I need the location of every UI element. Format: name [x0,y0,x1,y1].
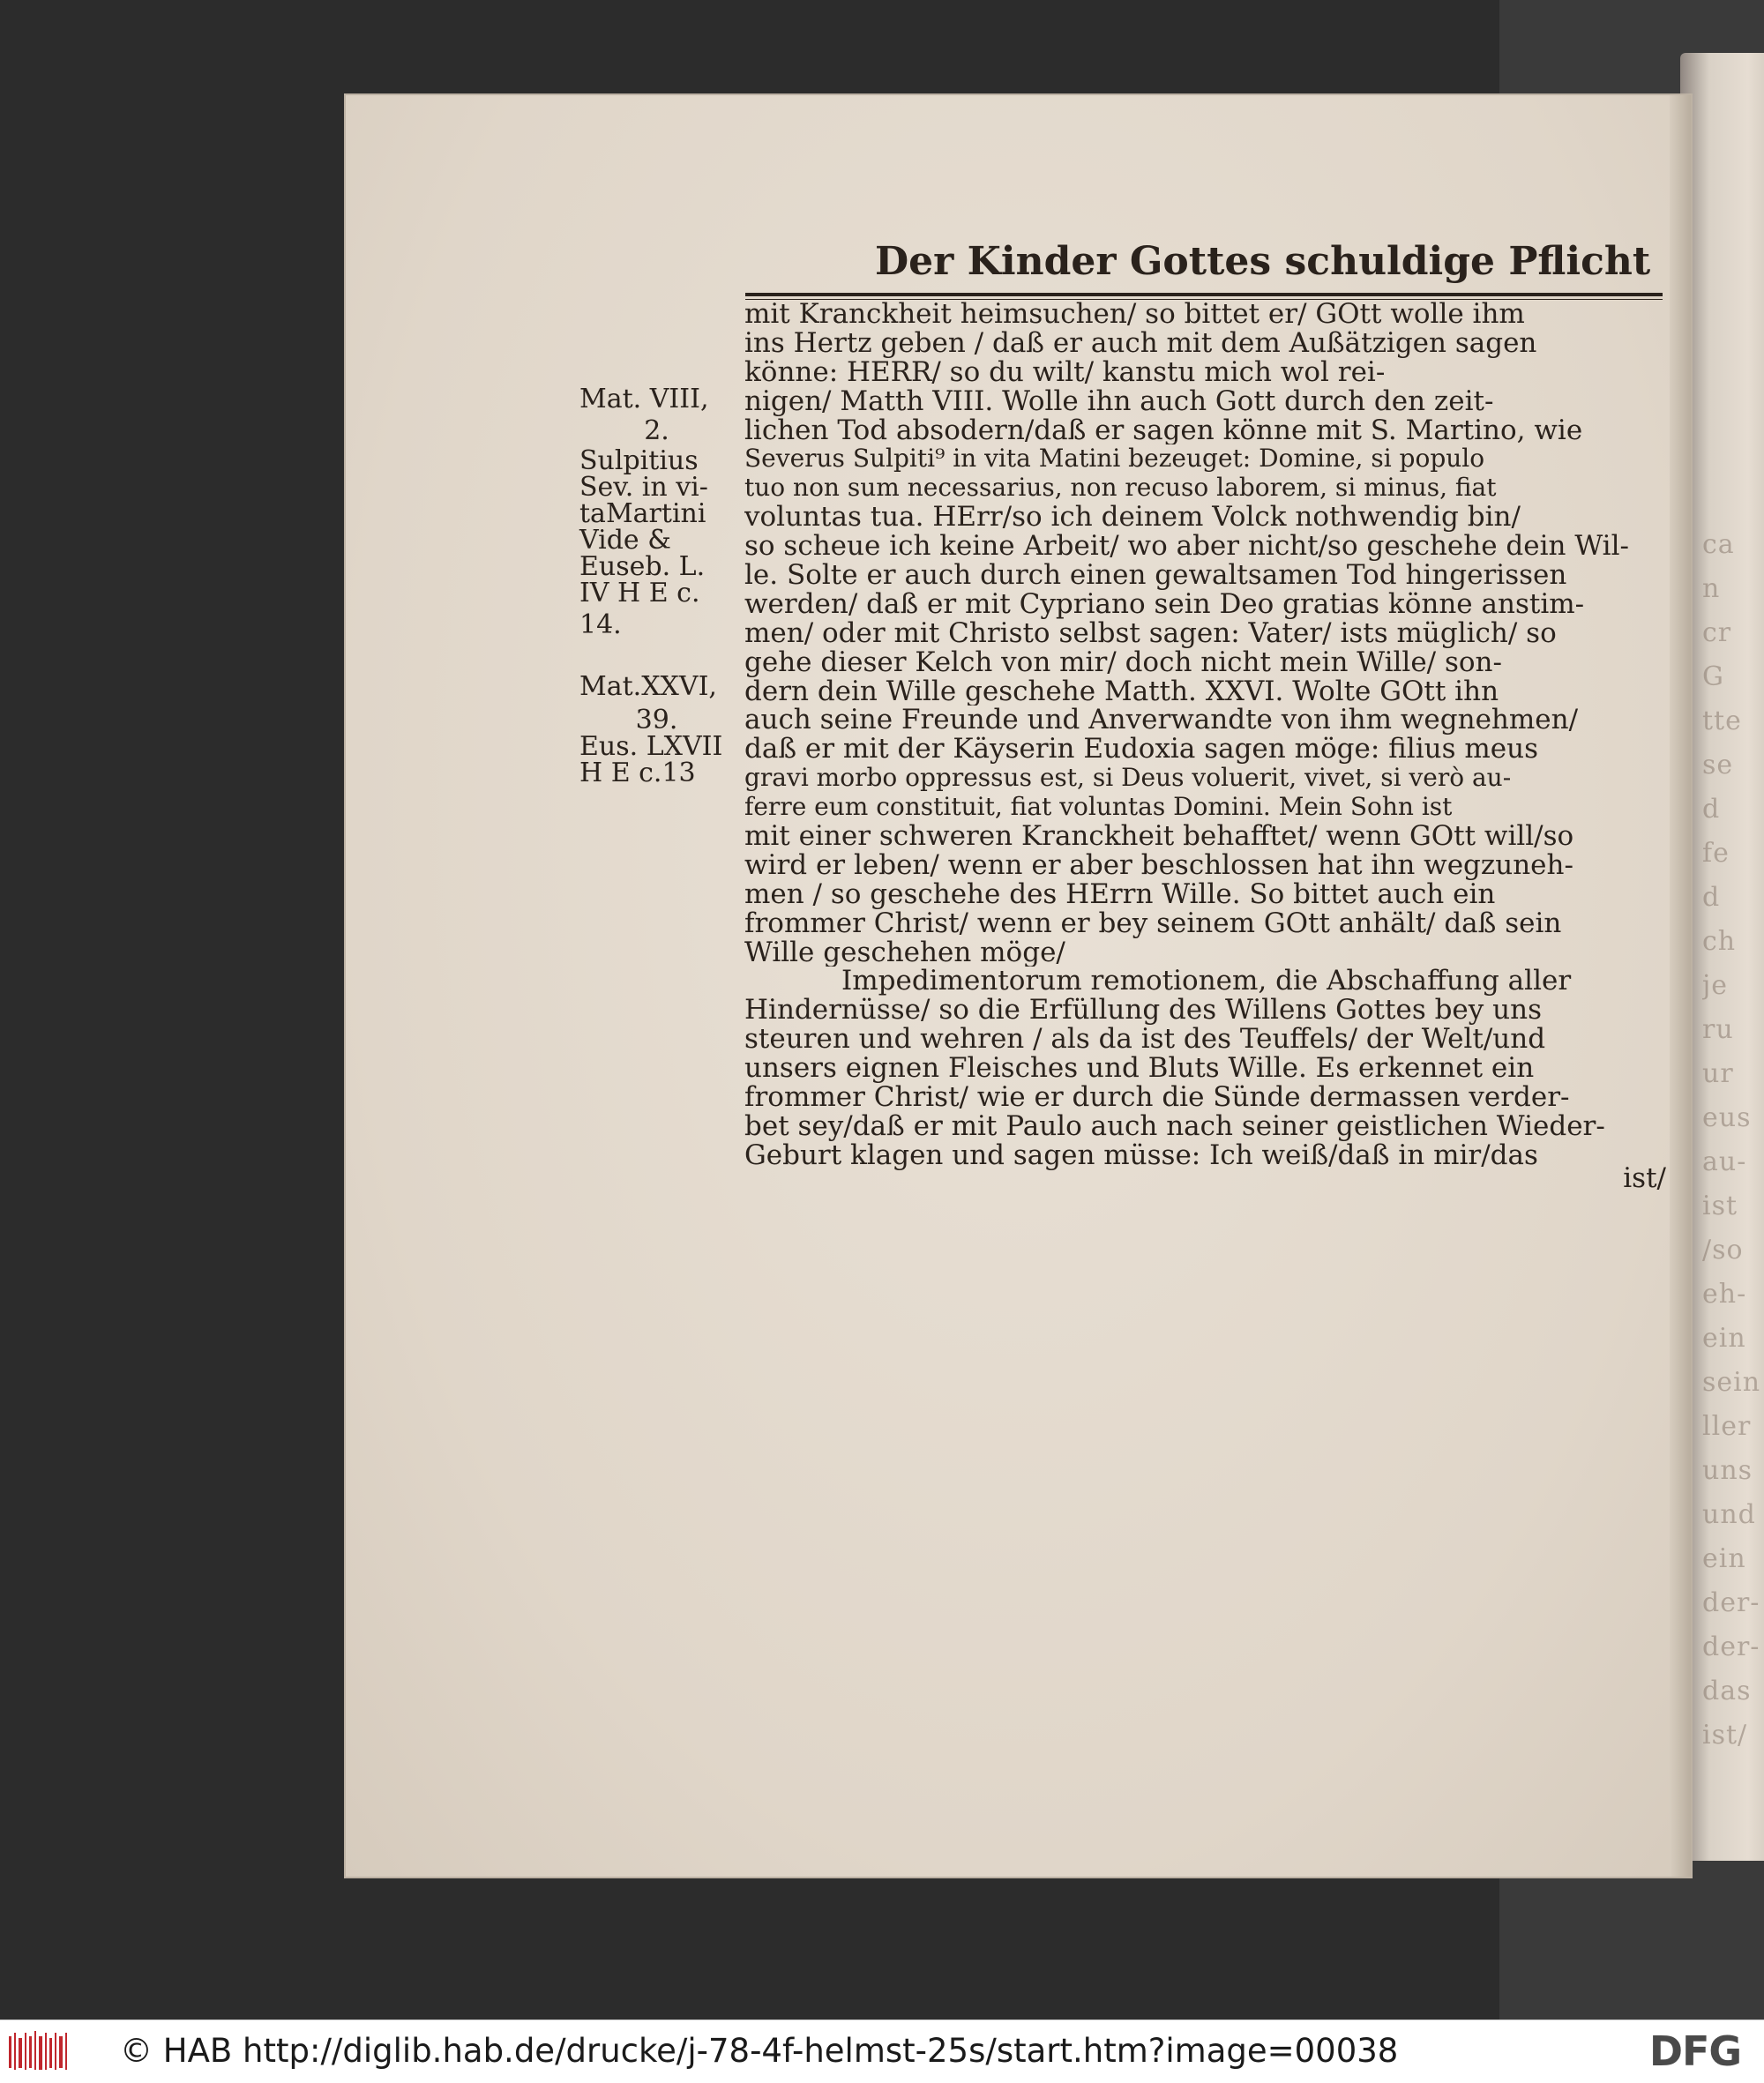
bleed-fragment: und [1702,1499,1756,1530]
bleed-fragment: eh- [1702,1279,1747,1310]
text-line: mit Kranckheit heimsuchen/ so bittet er/ GOtt wolle ihm [744,300,1525,329]
bleed-fragment: je [1702,970,1729,1001]
margin-note: Mat. VIII, [579,384,709,414]
text-line: könne: HERR/ so du wilt/ kanstu mich wol rei- [744,357,1386,387]
bleed-fragment: der- [1702,1631,1760,1662]
catchword: ist/ [1623,1162,1666,1194]
text-line: Hindernüsse/ so die Erfüllung des Willens Gottes bey uns [744,996,1542,1026]
bleed-fragment: tte [1702,706,1742,736]
text-line: lichen Tod absodern/daß er sagen könne mit S. Martino, wie [744,415,1583,445]
text-line: gehe dieser Kelch von mir/ doch nicht mein Wille/ son- [744,647,1502,677]
margin-note: Vide & [579,525,671,556]
bleed-fragment: n [1702,573,1721,604]
bleed-fragment: ca [1702,529,1735,560]
margin-note: Sulpitius [579,445,699,476]
text-line: men/ oder mit Christo selbst sagen: Vater/ ists müglich/ so [744,618,1557,648]
margin-note: Mat.XXVI, [579,671,717,702]
bleed-fragment: d [1702,794,1721,825]
bleed-fragment: ist [1702,1191,1738,1221]
text-line: wird er leben/ wenn er aber beschlossen hat ihn wegzuneh- [744,850,1573,880]
text-line: daß er mit der Käyserin Eudoxia sagen möge: filius meus [744,735,1538,765]
bleed-fragment: ist/ [1702,1720,1748,1751]
text-line: frommer Christ/ wie er durch die Sünde dermassen verder- [744,1083,1570,1112]
text-line: auch seine Freunde und Anverwandte von ihm wegnehmen/ [744,706,1579,735]
text-line: bet sey/daß er mit Paulo auch nach seiner geistlichen Wieder- [744,1111,1605,1141]
bleed-fragment: eus [1702,1102,1752,1133]
text-line: le. Solte er auch durch einen gewaltsamen Tod hingerissen [744,561,1567,590]
bleed-fragment: sein [1702,1367,1761,1398]
bleed-fragment: G [1702,661,1724,692]
text-line: Wille geschehen möge/ [744,937,1065,967]
margin-note: IV H E c. [579,578,700,608]
bleed-fragment: ein [1702,1543,1746,1574]
margin-note: Eus. LXVII [579,731,723,762]
text-line: Geburt klagen und sagen müsse: Ich weiß/daß in mir/das [744,1140,1538,1170]
footer-bar [0,2020,1764,2083]
margin-note: 2. [644,415,669,446]
bleed-fragment: /so [1702,1235,1744,1265]
text-line: werden/ daß er mit Cypriano sein Deo gratias könne anstim- [744,589,1585,619]
text-line: mit einer schweren Kranckheit behafftet/ wenn GOtt will/so [744,822,1574,851]
margin-note: Euseb. L. [579,551,706,582]
barcode-icon [7,2027,72,2075]
running-head: Der Kinder Gottes schuldige Pflicht [875,239,1651,284]
bleed-fragment: cr [1702,617,1732,648]
text-line: dern dein Wille geschehe Matth. XXVI. Wolte GOtt ihn [744,676,1499,706]
bleed-fragment: ller [1702,1411,1752,1442]
text-line: so scheue ich keine Arbeit/ wo aber nicht/so geschehe dein Wil- [744,532,1629,562]
paragraph-start-line: Impedimentorum remotionem, die Abschaffung aller [841,967,1572,997]
facing-page-text [1702,529,1764,1751]
bleed-fragment: d [1702,882,1721,913]
bleed-fragment: se [1702,750,1734,780]
text-line: ferre eum constituit, fiat voluntas Domini. Mein Sohn ist [744,793,1453,822]
bleed-fragment: ch [1702,926,1737,957]
book-page [346,95,1691,1877]
bleed-fragment: ru [1702,1014,1734,1045]
text-line: unsers eignen Fleisches und Bluts Wille. Es erkennet ein [744,1054,1535,1084]
copyright-link[interactable]: © HAB http://diglib.hab.de/drucke/j-78-4f-helmst-25s/start.htm?image=00038 [120,2032,1399,2070]
page-gutter-shadow [1670,95,1691,1877]
text-line: steuren und wehren / als da ist des Teuffels/ der Welt/und [744,1025,1546,1055]
text-line: tuo non sum necessarius, non recuso laborem, si minus, fiat [744,474,1497,503]
text-line: ins Hertz geben / daß er auch mit dem Außätzigen sagen [744,328,1537,358]
bleed-fragment: uns [1702,1455,1753,1486]
margin-note: 14. [579,609,622,640]
bleed-fragment: der- [1702,1587,1760,1618]
bleed-fragment: das [1702,1676,1752,1706]
bleed-fragment: ein [1702,1323,1746,1354]
text-line: frommer Christ/ wenn er bey seinem GOtt anhält/ daß sein [744,908,1562,938]
text-line: gravi morbo oppressus est, si Deus voluerit, vivet, si verò au- [744,764,1512,793]
margin-note: taMartini [579,498,706,529]
text-line: men / so geschehe des HErrn Wille. So bittet auch ein [744,879,1496,909]
bleed-fragment: fe [1702,838,1730,869]
text-line: voluntas tua. HErr/so ich deinem Volck nothwendig bin/ [744,503,1521,533]
bleed-fragment: ur [1702,1058,1734,1089]
margin-note: H E c.13 [579,758,696,788]
dfg-logo: DFG [1648,2027,1742,2075]
text-line: nigen/ Matth VIII. Wolle ihn auch Gott durch den zeit- [744,386,1494,416]
margin-note: Sev. in vi- [579,472,708,503]
margin-note: 39. [635,705,678,735]
head-rule [745,293,1663,296]
bleed-fragment: au- [1702,1146,1747,1177]
body-text [744,300,1671,1170]
text-line: Severus Sulpiti⁹ in vita Matini bezeuget: Domine, si populo [744,444,1485,474]
